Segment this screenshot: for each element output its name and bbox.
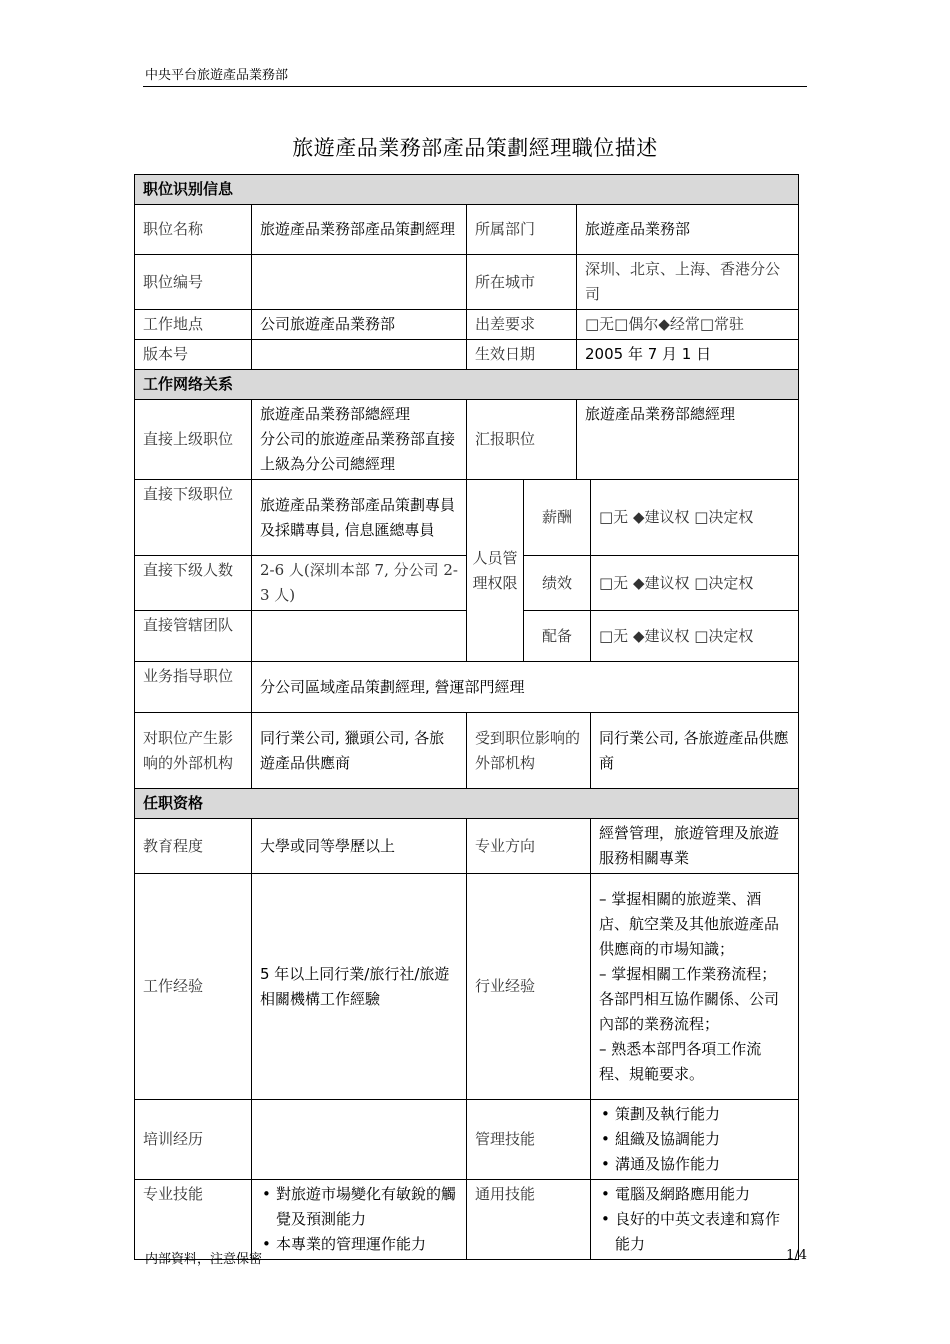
- label-city: 所在城市: [467, 255, 577, 310]
- section-title: 工作网络关系: [135, 370, 799, 400]
- value-training: [252, 1100, 467, 1180]
- value-education: 大學或同等學歷以上: [252, 819, 467, 874]
- value-effective-date: 2005 年 7 月 1 日: [577, 340, 799, 370]
- label-position-name: 职位名称: [135, 205, 252, 255]
- job-description-table: [134, 174, 799, 1260]
- section-title: 职位识别信息: [135, 175, 799, 205]
- value-industry-experience: – 掌握相關的旅遊業、酒店、航空業及其他旅遊產品供應商的市場知識； – 掌握相關工作業務流程； 各部門相互協作關係、公司內部的業務流程； – 熟悉本部門各項工作流程、規範要求。: [591, 874, 799, 1100]
- label-education: 教育程度: [135, 819, 252, 874]
- value-department: 旅遊產品業務部: [577, 205, 799, 255]
- footer-page-number: 1/4: [786, 1248, 807, 1263]
- value-subordinate-count: 2-6 人(深圳本部 7, 分公司 2-3 人): [252, 556, 467, 611]
- table-row: [135, 480, 799, 556]
- value-major: 經營管理，旅遊管理及旅遊服務相關專業: [591, 819, 799, 874]
- value-general-skills: [591, 1180, 799, 1260]
- value-travel: □无□偶尔◆经常□常驻: [577, 310, 799, 340]
- value-city: 深圳、北京、上海、香港分公司: [577, 255, 799, 310]
- value-performance: □无 ◆建议权 □决定权: [591, 556, 799, 611]
- value-subordinate: 旅遊產品業務部產品策劃專員及採購專員, 信息匯總專員: [252, 480, 467, 556]
- label-superior: 直接上级职位: [135, 400, 252, 480]
- label-influenced-external: 受到职位影响的外部机构: [467, 713, 591, 789]
- label-training: 培训经历: [135, 1100, 252, 1180]
- label-managed-team: 直接管辖团队: [135, 611, 252, 662]
- label-professional-skills: 专业技能: [135, 1180, 252, 1260]
- section-header-id-info: [135, 175, 799, 205]
- label-report-to: 汇报职位: [467, 400, 577, 480]
- table-row: [135, 713, 799, 789]
- value-superior: 旅遊產品業務部總經理 分公司的旅遊產品業務部直接上級為分公司總經理: [252, 400, 467, 480]
- value-guidance: 分公司區域產品策劃經理, 營運部門經理: [252, 662, 799, 713]
- list-item: • 策劃及執行能力: [599, 1102, 790, 1127]
- list-item: • 溝通及協作能力: [599, 1152, 790, 1177]
- label-management-skills: 管理技能: [467, 1100, 591, 1180]
- list-item: • 組織及協調能力: [599, 1127, 790, 1152]
- table-row: [135, 662, 799, 713]
- label-travel: 出差要求: [467, 310, 577, 340]
- value-position-code: [252, 255, 467, 310]
- value-work-experience: 5 年以上同行業/旅行社/旅遊相關機構工作經驗: [252, 874, 467, 1100]
- section-title: 任职资格: [135, 789, 799, 819]
- label-performance: 绩效: [524, 556, 591, 611]
- table-row: [135, 1100, 799, 1180]
- value-professional-skills: [252, 1180, 467, 1260]
- section-header-network: [135, 370, 799, 400]
- list-item: • 對旅遊市場變化有敏銳的觸覺及預測能力: [260, 1182, 458, 1232]
- label-general-skills: 通用技能: [467, 1180, 591, 1260]
- label-work-location: 工作地点: [135, 310, 252, 340]
- footer-confidential-note: 内部資料，注意保密: [145, 1252, 263, 1267]
- list-item: • 良好的中英文表達和寫作能力: [599, 1207, 790, 1257]
- label-version: 版本号: [135, 340, 252, 370]
- value-management-skills: [591, 1100, 799, 1180]
- label-major: 专业方向: [467, 819, 591, 874]
- section-header-qualifications: [135, 789, 799, 819]
- header-rule: [143, 86, 807, 87]
- table-row: [135, 340, 799, 370]
- page-header: 中央平台旅遊產品業務部: [145, 68, 289, 83]
- table-row: [135, 400, 799, 480]
- value-position-name: 旅遊產品業務部產品策劃經理: [252, 205, 467, 255]
- label-department: 所属部门: [467, 205, 577, 255]
- value-staffing: □无 ◆建议权 □决定权: [591, 611, 799, 662]
- table-row: [135, 255, 799, 310]
- value-salary: □无 ◆建议权 □决定权: [591, 480, 799, 556]
- document-title: 旅遊產品業務部產品策劃經理職位描述: [292, 136, 658, 160]
- value-version: [252, 340, 467, 370]
- list-item: • 本專業的管理運作能力: [260, 1232, 458, 1257]
- value-managed-team: [252, 611, 467, 662]
- value-external-influence: 同行業公司, 獵頭公司, 各旅遊產品供應商: [252, 713, 467, 789]
- label-external-influence: 对职位产生影响的外部机构: [135, 713, 252, 789]
- table-row: [135, 310, 799, 340]
- label-subordinate-count: 直接下级人数: [135, 556, 252, 611]
- table-row: [135, 819, 799, 874]
- label-staffing: 配备: [524, 611, 591, 662]
- label-guidance: 业务指导职位: [135, 662, 252, 713]
- label-salary: 薪酬: [524, 480, 591, 556]
- label-personnel-authority: 人员管理权限: [467, 480, 524, 662]
- value-influenced-external: 同行業公司, 各旅遊產品供應商: [591, 713, 799, 789]
- label-work-experience: 工作经验: [135, 874, 252, 1100]
- label-position-code: 职位编号: [135, 255, 252, 310]
- value-report-to: 旅遊產品業務部總經理: [577, 400, 799, 480]
- label-subordinate: 直接下级职位: [135, 480, 252, 556]
- table-row: [135, 874, 799, 1100]
- list-item: • 電腦及網路應用能力: [599, 1182, 790, 1207]
- value-work-location: 公司旅遊產品業務部: [252, 310, 467, 340]
- label-industry-experience: 行业经验: [467, 874, 591, 1100]
- table-row: [135, 205, 799, 255]
- label-effective-date: 生效日期: [467, 340, 577, 370]
